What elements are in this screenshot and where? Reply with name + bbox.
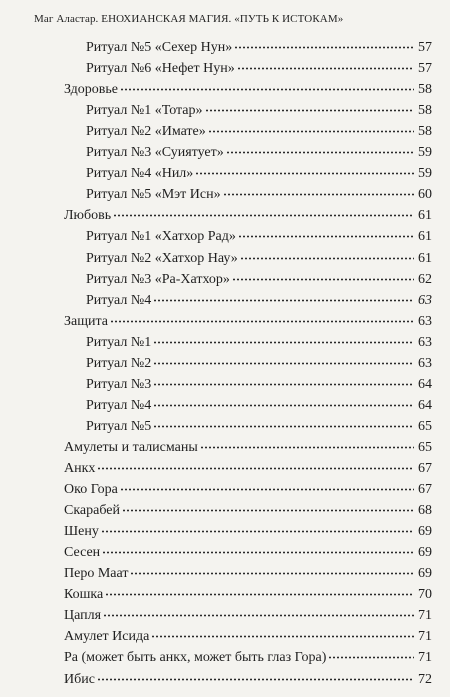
toc-entry	[86, 356, 432, 372]
dot-leader	[153, 418, 414, 428]
toc-entry-page-number: 61	[418, 229, 432, 245]
toc-entry	[64, 208, 432, 224]
toc-entry-page-number: 67	[418, 482, 432, 498]
toc-entry-title: Ибис	[64, 671, 95, 687]
dot-leader	[103, 607, 414, 617]
toc-entry-title: Ритуал №1 «Хатхор Рад»	[86, 229, 236, 245]
toc-entry	[86, 166, 432, 182]
dot-leader	[223, 186, 414, 196]
toc-entry-page-number: 69	[418, 524, 432, 540]
toc-entry-title: Амулет Исида	[64, 629, 150, 645]
dot-leader	[101, 523, 414, 533]
dot-leader	[113, 207, 414, 217]
toc-entry-page-number: 71	[418, 650, 432, 666]
dot-leader	[151, 628, 414, 638]
toc-entry	[64, 650, 432, 666]
toc-entry-title: Амулеты и талисманы	[64, 439, 198, 455]
dot-leader	[234, 39, 414, 49]
toc-entry-page-number: 60	[418, 187, 432, 203]
toc-entry-page-number: 65	[418, 418, 432, 434]
toc-entry-page-number: 57	[418, 40, 432, 55]
toc-entry	[86, 398, 432, 414]
toc-entry-title: Око Гора	[64, 482, 118, 498]
toc-entry-page-number: 65	[418, 439, 432, 455]
dot-leader	[232, 271, 414, 281]
toc-entry-title: Перо Маат	[64, 566, 129, 582]
toc-entry-page-number: 58	[418, 82, 432, 98]
toc-entry-title: Ритуал №4 «Нил»	[86, 166, 194, 182]
dot-leader	[97, 671, 414, 681]
toc-entry-page-number: 69	[418, 566, 432, 582]
toc-entry-page-number: 59	[418, 166, 432, 182]
toc-entry-title: Ритуал №4	[86, 292, 152, 308]
dot-leader	[122, 502, 414, 512]
toc-entry-page-number: 63	[418, 334, 432, 350]
toc-entry-page-number: 72	[418, 671, 432, 687]
toc-entry-title: Кошка	[64, 587, 104, 603]
dot-leader	[238, 228, 414, 238]
toc-entry-page-number: 58	[418, 103, 432, 119]
toc-entry-title: Ритуал №4	[86, 397, 152, 413]
dot-leader	[110, 313, 414, 323]
toc-entry-title: Ритуал №2 «Имате»	[86, 124, 206, 140]
toc-entry-page-number: 71	[418, 608, 432, 624]
toc-entry-title: Ра (может быть анкх, может быть глаз Гора)	[64, 650, 327, 666]
toc-entry	[86, 293, 432, 309]
toc-entry	[64, 629, 432, 645]
toc-entry	[64, 461, 432, 477]
dot-leader	[120, 81, 414, 91]
toc-entry-title: Ритуал №3 «Ра-Хатхор»	[86, 271, 230, 287]
running-header: Маг Аластар. ЕНОХИАНСКАЯ МАГИЯ. «ПУТЬ К ИСТОКАМ»	[34, 13, 344, 25]
dot-leader	[328, 649, 414, 659]
dot-leader	[208, 123, 414, 133]
toc-entry	[86, 419, 432, 435]
toc-entry-title: Ритуал №2	[86, 355, 152, 371]
toc-entry	[64, 314, 432, 330]
toc-entry	[86, 124, 432, 140]
toc-entry-page-number: 58	[418, 124, 432, 140]
toc-entry-page-number: 67	[418, 461, 432, 476]
toc-entry-page-number: 69	[418, 545, 432, 561]
toc-entry-page-number: 71	[418, 629, 432, 645]
toc-entry-page-number: 59	[418, 145, 432, 161]
dot-leader	[195, 165, 414, 175]
toc-entry-title: Любовь	[64, 208, 112, 224]
dot-leader	[130, 565, 414, 575]
dot-leader	[237, 60, 414, 70]
toc-entry	[86, 40, 432, 56]
toc-entry-title: Ритуал №3 «Суиятует»	[86, 145, 224, 161]
toc-entry	[86, 229, 432, 245]
dot-leader	[102, 544, 414, 554]
toc-entry	[64, 482, 432, 498]
toc-entry	[64, 545, 432, 561]
toc-entry	[86, 187, 432, 203]
toc-entry-page-number: 63	[418, 355, 432, 371]
dot-leader	[153, 376, 414, 386]
toc-entry-page-number: 57	[418, 61, 432, 77]
toc-entry-title: Шену	[64, 524, 99, 540]
toc-entry	[86, 251, 432, 267]
dot-leader	[120, 481, 414, 491]
toc-entry-title: Сесен	[64, 545, 101, 561]
toc-entry-title: Ритуал №1	[86, 334, 152, 350]
toc-entry-title: Защита	[64, 313, 109, 329]
toc-entry-title: Скарабей	[64, 503, 120, 519]
toc-entry-page-number: 63	[418, 292, 432, 308]
toc-entry-title: Ритуал №5	[86, 418, 152, 434]
dot-leader	[200, 439, 414, 449]
toc-entry	[64, 503, 432, 519]
toc-entry	[64, 608, 432, 624]
toc-entry-title: Ритуал №6 «Нефет Нун»	[86, 61, 235, 77]
dot-leader	[97, 460, 414, 470]
toc-entry	[64, 566, 432, 582]
toc-entry	[64, 524, 432, 540]
toc-entry-title: Анкх	[64, 461, 96, 476]
toc-entry-title: Ритуал №3	[86, 376, 152, 392]
toc-entry	[86, 335, 432, 351]
toc-entry	[64, 82, 432, 98]
toc-entry	[86, 61, 432, 77]
toc-entry-page-number: 61	[418, 208, 432, 224]
dot-leader	[240, 250, 414, 260]
dot-leader	[105, 586, 414, 596]
dot-leader	[153, 334, 414, 344]
toc-entry-page-number: 64	[418, 397, 432, 413]
toc-entry-page-number: 68	[418, 503, 432, 519]
toc-entry-title: Ритуал №5 «Сехер Нун»	[86, 40, 233, 55]
toc-entry-title: Здоровье	[64, 82, 118, 98]
toc-entry-title: Ритуал №1 «Тотар»	[86, 103, 203, 119]
toc-entry	[86, 103, 432, 119]
toc-entry-page-number: 70	[418, 587, 432, 603]
toc-entry-page-number: 63	[418, 313, 432, 329]
toc-entry-title: Ритуал №2 «Хатхор Нау»	[86, 250, 238, 266]
toc-entry-page-number: 61	[418, 250, 432, 266]
toc-entry-title: Ритуал №5 «Мэт Исн»	[86, 187, 221, 203]
toc-entry	[64, 672, 432, 688]
dot-leader	[153, 292, 414, 302]
dot-leader	[153, 355, 414, 365]
toc-entry	[64, 587, 432, 603]
toc-entry-page-number: 64	[418, 376, 432, 392]
toc-entry	[86, 272, 432, 288]
toc-entry	[86, 145, 432, 161]
toc-entry	[64, 440, 432, 456]
toc-entry-page-number: 62	[418, 271, 432, 287]
toc-entry-title: Цапля	[64, 608, 102, 624]
toc-entry	[86, 377, 432, 393]
dot-leader	[153, 397, 414, 407]
dot-leader	[226, 144, 414, 154]
dot-leader	[205, 102, 414, 112]
